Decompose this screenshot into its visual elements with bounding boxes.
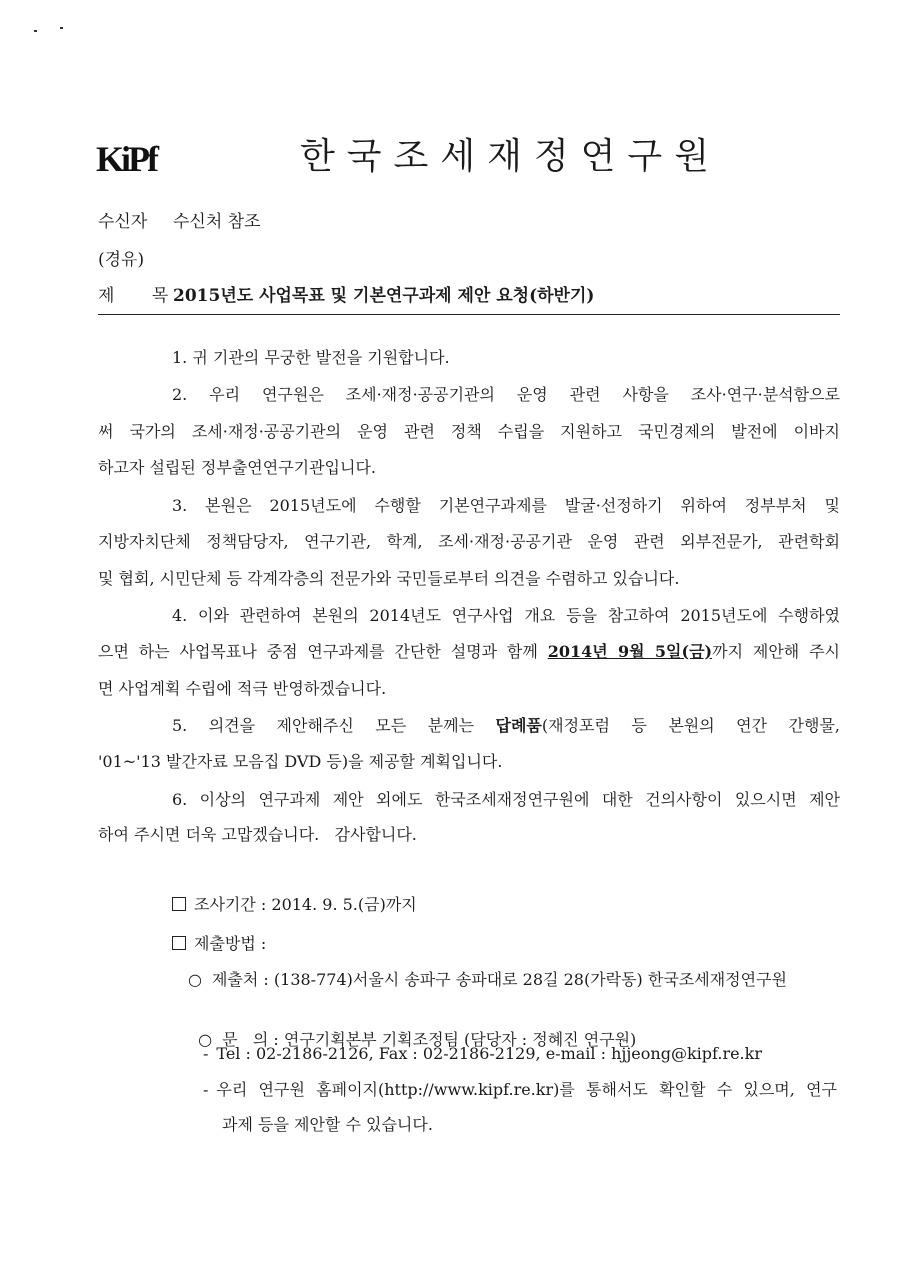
paragraph-4-line-3: 면 사업계획 수립에 적극 반영하겠습니다.	[98, 679, 387, 698]
paragraph-5-line-2: '01~'13 발간자료 모음집 DVD 등)을 제공할 계획입니다.	[98, 752, 503, 771]
submit-to-text: 제출처 : (138-774)서울시 송파구 송파대로 28길 28(가락동) 한국조세재정연구원	[211, 970, 787, 989]
paragraph-5-text-end: (재정포럼 등 본원의 연간 간행물,	[541, 716, 840, 735]
checkbox-icon	[172, 897, 186, 911]
paragraph-5-text: 5. 의견을 제안해주신 모든 분께는	[172, 716, 496, 735]
website-item-line-1	[203, 1078, 837, 1102]
subject-label: 제 목	[98, 286, 185, 306]
paragraph-4-text: 으면 하는 사업목표나 중점 연구과제를 간단한 설명과 함께	[98, 642, 548, 661]
paragraph-2-line-1: 2. 우리 연구원은 조세·재정·공공기관의 운영 관련 사항을 조사·연구·분석함으로	[172, 385, 840, 404]
phone-email-text: Tel : 02-2186-2126, Fax : 02-2186-2129, e-mail : hjjeong@kipf.re.kr	[216, 1044, 762, 1063]
paragraph-2-line-3: 하고자 설립된 정부출연연구기관입니다.	[98, 458, 377, 477]
recipient-label: 수신자	[98, 212, 148, 232]
submit-to-item	[188, 968, 787, 992]
via-label: (경유)	[98, 250, 145, 270]
phone-email-item	[203, 1042, 762, 1066]
recipient-row	[98, 210, 261, 234]
subject-row	[98, 284, 594, 308]
paragraph-6-line-2: 하여 주시면 더욱 고맙겠습니다. 감사합니다.	[98, 825, 417, 844]
scan-speck	[34, 30, 37, 32]
paragraph-2-line-2: 써 국가의 조세·재정·공공기관의 운영 관련 정책 수립을 지원하고 국민경제의 발전에 이바지	[98, 422, 840, 441]
header-divider	[98, 314, 840, 315]
organization-name: 한국조세재정연구원	[300, 136, 721, 177]
circle-bullet-icon: ○	[188, 970, 202, 989]
submission-method-text: 제출방법 :	[194, 934, 267, 953]
circle-bullet-icon: ○	[198, 1030, 213, 1049]
paragraph-4-text-end: 까지 제안해 주시	[712, 642, 840, 661]
paragraph-3-line-2: 지방자치단체 정책담당자, 연구기관, 학계, 조세·재정·공공기관 운영 관련 외부전문가, 관련학회	[98, 532, 840, 551]
contact-text: 문 의 : 연구기획본부 기획조정팀 (담당자 : 정혜진 연구원)	[222, 1030, 637, 1049]
recipient-value: 수신처 참조	[173, 212, 261, 232]
paragraph-5-line-1	[98, 714, 840, 738]
checkbox-icon	[172, 936, 186, 950]
paragraph-3-line-3: 및 협회, 시민단체 등 각계각층의 전문가와 국민들로부터 의견을 수렴하고 있습니다.	[98, 569, 680, 588]
paragraph-3-line-1: 3. 본원은 2015년도에 수행할 기본연구과제를 발굴·선정하기 위하여 정부부처 및	[172, 496, 840, 515]
scan-speck	[60, 27, 63, 29]
deadline-date: 2014년 9월 5일(금)	[547, 642, 713, 661]
website-item-line-2: 과제 등을 제안할 수 있습니다.	[222, 1115, 433, 1134]
survey-period-item	[172, 893, 417, 917]
dash-bullet-icon: -	[203, 1044, 209, 1063]
paragraph-4-line-2	[98, 640, 840, 664]
paragraph-6-line-1: 6. 이상의 연구과제 제안 외에도 한국조세재정연구원에 대한 건의사항이 있으시면 제안	[172, 790, 840, 809]
paragraph-4-line-1: 4. 이와 관련하여 본원의 2014년도 연구사업 개요 등을 참고하여 2015년도에 수행하였	[172, 606, 840, 625]
subject-value: 2015년도 사업목표 및 기본연구과제 제안 요청(하반기)	[173, 286, 595, 306]
website-text: 우리 연구원 홈페이지(http://www.kipf.re.kr)를 통해서도 확인할 수 있으며, 연구	[216, 1080, 837, 1099]
dash-bullet-icon: -	[203, 1080, 209, 1099]
submission-method-item	[172, 932, 266, 956]
survey-period-text: 조사기간 : 2014. 9. 5.(금)까지	[194, 895, 417, 914]
gift-word: 답례품	[495, 716, 542, 735]
kipf-logo: KiPf	[96, 139, 156, 179]
paragraph-1: 1. 귀 기관의 무궁한 발전을 기원합니다.	[172, 348, 450, 367]
